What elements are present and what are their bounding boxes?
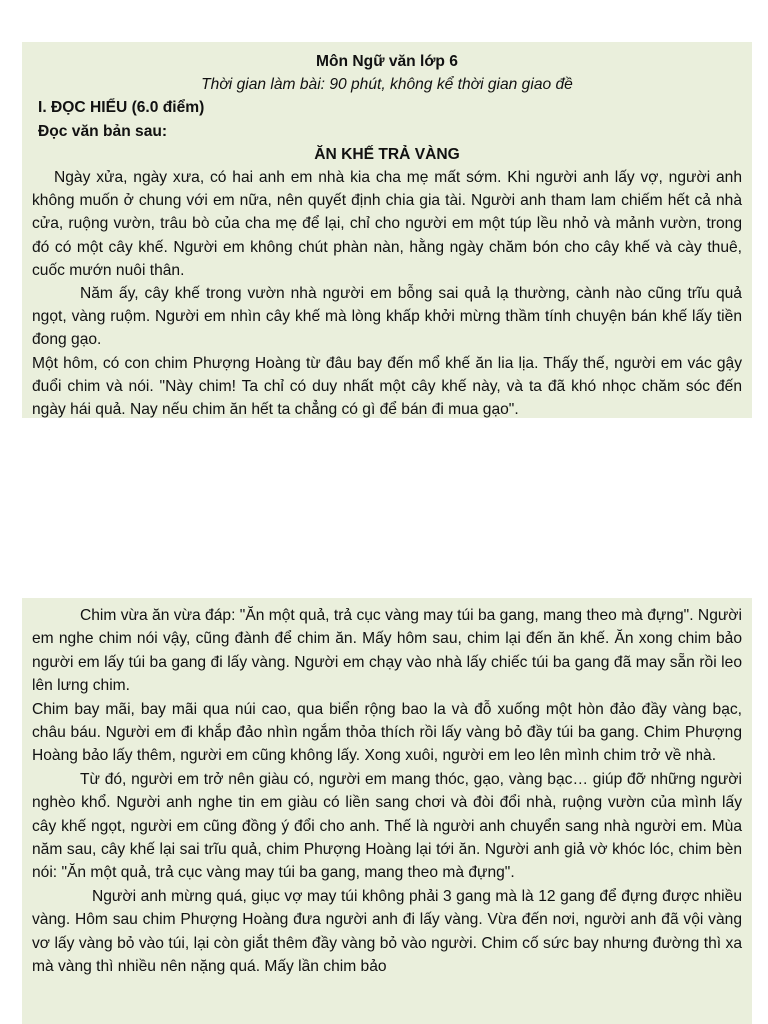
story-continuation-box: [22, 598, 752, 1024]
exam-header-box: [22, 42, 752, 418]
section-heading: I. ĐỌC HIỂU (6.0 điểm): [38, 99, 205, 117]
story-paragraph: Chim vừa ăn vừa đáp: "Ăn một quả, trả cục vàng may túi ba gang, mang theo mà đựng". Người em nghe chim nói vậy, cũng đành để chim ăn. Mấy hôm sau, chim lại đến ăn khế. Ăn xong chim bảo người em lấy túi ba gang đi lấy vàng. Người em chạy vào nhà lấy chiếc túi ba gang đã may sẵn rồi leo lên lưng chim.: [32, 607, 742, 695]
exam-subtitle: Thời gian làm bài: 90 phút, không kể thời gian giao đề: [201, 76, 573, 94]
story-paragraph: Ngày xửa, ngày xưa, có hai anh em nhà kia cha mẹ mất sớm. Khi người anh lấy vợ, người anh không muốn ở chung với em nữa, nên quyết định chia gia tài. Người anh tham lam chiếm hết cả nhà cửa, ruộng vườn, trâu bò của cha mẹ để lại, chỉ cho người em một túp lều nhỏ và mảnh vườn, trong đó có một cây khế. Người em không chút phàn nàn, hằng ngày chăm bón cho cây khế và cày thuê, cuốc mướn nuôi thân.: [32, 169, 742, 279]
story-paragraph: Chim bay mãi, bay mãi qua núi cao, qua biển rộng bao la và đỗ xuống một hòn đảo đầy vàng bạc, châu báu. Người em đi khắp đảo nhìn ngắm thỏa thích rồi lấy vàng bỏ đầy túi ba gang. Chim Phượng Hoàng bảo lấy thêm, người em cũng không lấy. Xong xuôi, người em leo lên mình chim trở về nhà.: [32, 700, 742, 765]
exam-title: Môn Ngữ văn lớp 6: [316, 53, 458, 70]
story-paragraph: Năm ấy, cây khế trong vườn nhà người em bỗng sai quả lạ thường, cành nào cũng trĩu quả ngọt, vàng ruộm. Người em nhìn cây khế mà lòng khấp khởi mừng thầm tính chuyện bán khế lấy tiền đong gạo.: [32, 285, 742, 349]
story-title: ĂN KHẾ TRẢ VÀNG: [314, 145, 460, 163]
reading-instruction: Đọc văn bản sau:: [38, 122, 168, 140]
story-paragraph: Người anh mừng quá, giục vợ may túi không phải 3 gang mà là 12 gang để đựng được nhiều vàng. Hôm sau chim Phượng Hoàng đưa người anh đi lấy vàng. Vừa đến nơi, người anh đã vội vàng vơ lấy vàng bỏ vào túi, lại còn giắt thêm đầy vàng bỏ vào người. Chim cố sức bay nhưng đường thì xa mà vàng thì nhiều nên nặng quá. Mấy lần chim bảo: [32, 887, 742, 976]
story-paragraph: Từ đó, người em trở nên giàu có, người em mang thóc, gạo, vàng bạc… giúp đỡ những người nghèo khổ. Người anh nghe tin em giàu có liền sang chơi và đòi đổi nhà, ruộng vườn của mình lấy cây khế ngọt, người em cũng đồng ý đổi cho anh. Thế là người anh chuyển sang nhà người em. Mùa năm sau, cây khế lại sai trĩu quả, chim Phượng Hoàng lại tới ăn. Người anh giả vờ khóc lóc, chim bèn nói: "Ăn một quả, trả cục vàng may túi ba gang, mang theo mà đựng".: [32, 770, 742, 882]
story-paragraph: Một hôm, có con chim Phượng Hoàng từ đâu bay đến mổ khế ăn lia lịa. Thấy thế, người em vác gậy đuổi chim và nói. "Này chim! Ta chỉ có duy nhất một cây khế này, và ta đã khó nhọc chăm sóc đến ngày hái quả. Nay nếu chim ăn hết ta chẳng có gì để bán đi mua gạo".: [32, 354, 742, 419]
